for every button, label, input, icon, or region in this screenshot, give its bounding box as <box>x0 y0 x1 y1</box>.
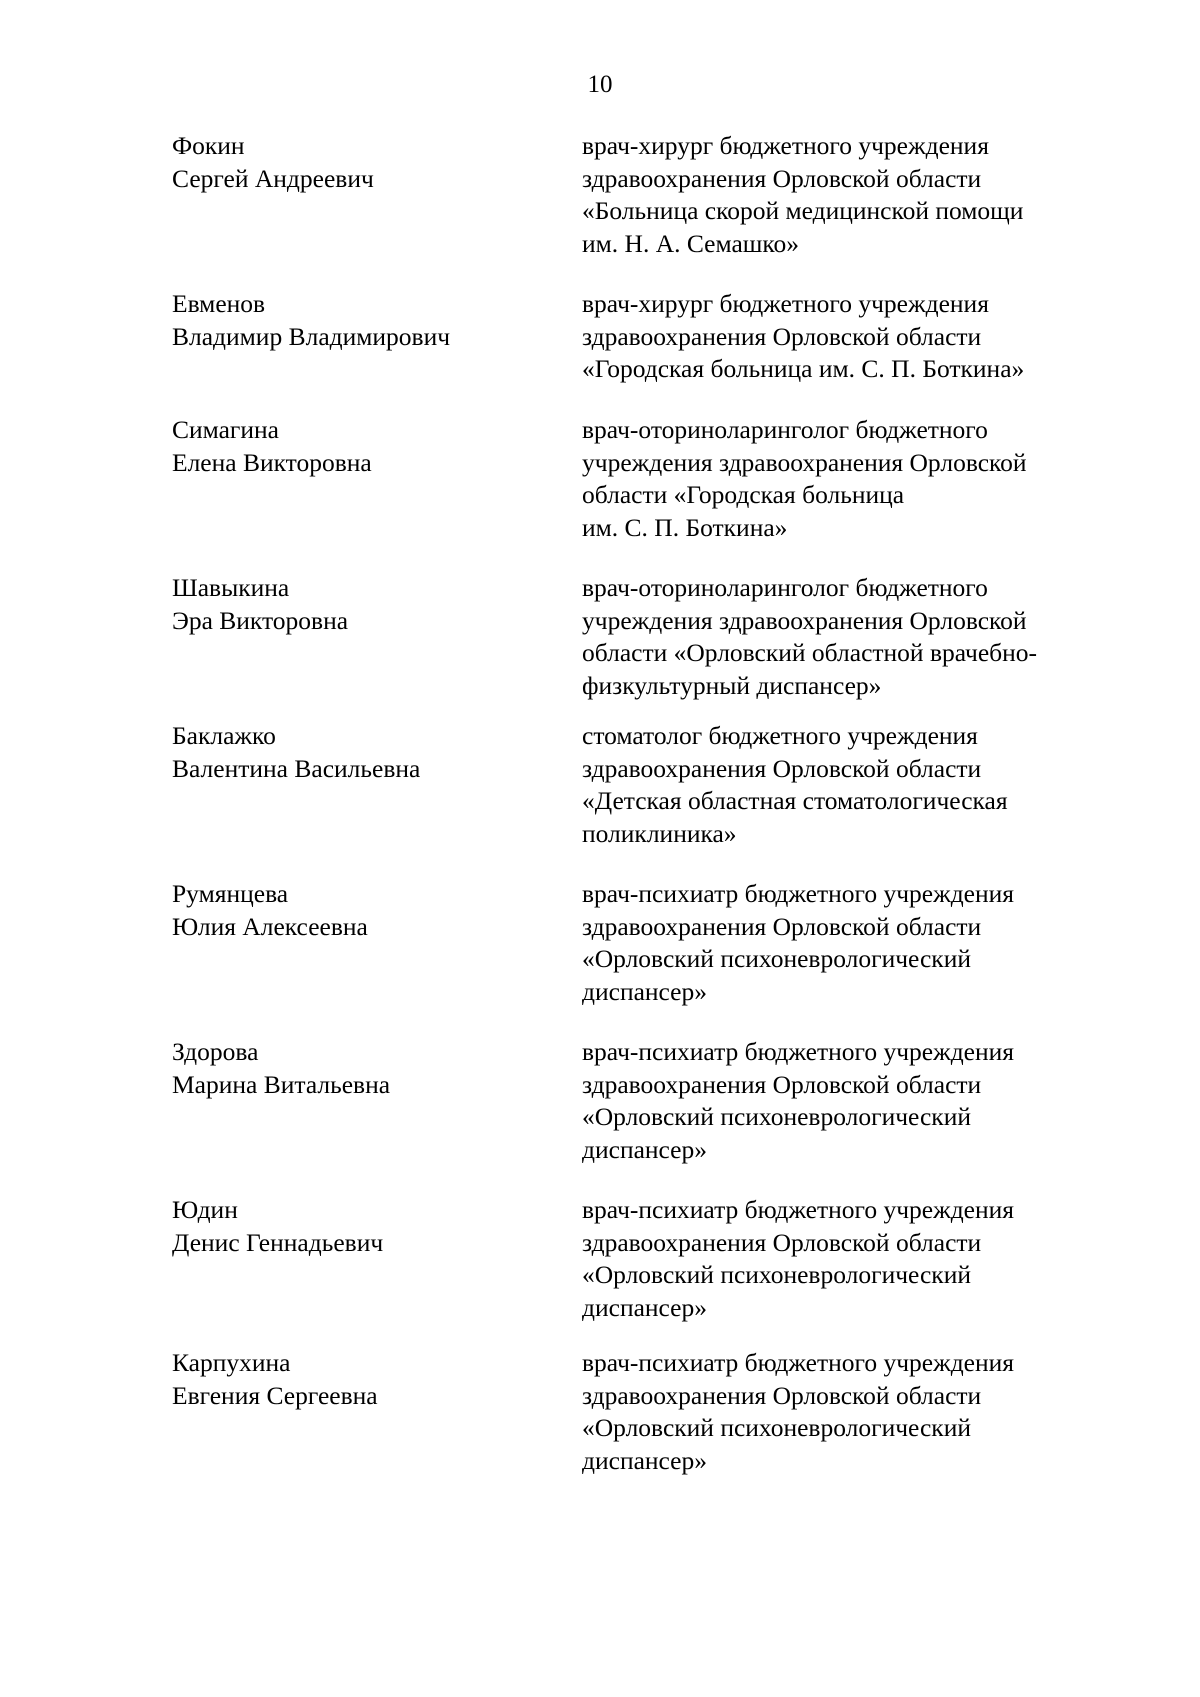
position-line: врач-хирург бюджетного учреждения <box>582 289 989 318</box>
person-name <box>172 1347 572 1412</box>
person-name <box>172 878 572 943</box>
person-position <box>582 414 1102 544</box>
position-line: «Орловский психоневрологический <box>582 1260 971 1289</box>
person-position <box>582 572 1102 702</box>
position-line: стоматолог бюджетного учреждения <box>582 721 978 750</box>
given-names: Сергей Андреевич <box>172 163 374 193</box>
surname: Юдин <box>172 1195 238 1224</box>
position-line: врач-психиатр бюджетного учреждения <box>582 879 1015 908</box>
position-line: диспансер» <box>582 1134 707 1164</box>
position-line: здравоохранения Орловской области <box>582 753 982 783</box>
position-line: учреждения здравоохранения Орловской <box>582 605 1027 635</box>
person-name <box>172 414 572 479</box>
person-name <box>172 1036 572 1101</box>
position-line: «Орловский психоневрологический <box>582 944 971 973</box>
list-item <box>0 130 1200 288</box>
list-item <box>0 288 1200 414</box>
person-position <box>582 1347 1102 1477</box>
position-line: «Больница скорой медицинской помощи <box>582 196 1024 225</box>
position-line: области «Городская больница <box>582 480 905 509</box>
position-line: диспансер» <box>582 1292 707 1322</box>
position-line: «Городская больница им. С. П. Боткина» <box>582 354 1025 383</box>
list-item <box>0 572 1200 720</box>
list-item <box>0 1347 1200 1487</box>
position-line: диспансер» <box>582 1445 707 1475</box>
position-line: здравоохранения Орловской области <box>582 163 982 193</box>
person-name <box>172 1194 572 1259</box>
person-name <box>172 130 572 195</box>
list-item <box>0 1036 1200 1194</box>
given-names: Елена Викторовна <box>172 447 372 477</box>
position-line: «Детская областная стоматологическая <box>582 786 1008 815</box>
position-line: поликлиника» <box>582 818 737 848</box>
list-item <box>0 720 1200 878</box>
surname: Шавыкина <box>172 573 290 602</box>
staff-list <box>0 130 1200 1487</box>
given-names: Эра Викторовна <box>172 605 349 635</box>
position-line: здравоохранения Орловской области <box>582 1227 982 1257</box>
position-line: здравоохранения Орловской области <box>582 1380 982 1410</box>
list-item <box>0 1194 1200 1347</box>
position-line: области «Орловский областной врачебно- <box>582 638 1038 667</box>
list-item <box>0 414 1200 572</box>
position-line: врач-психиатр бюджетного учреждения <box>582 1195 1015 1224</box>
position-line: им. Н. А. Семашко» <box>582 228 800 258</box>
given-names: Юлия Алексеевна <box>172 911 368 941</box>
person-name <box>172 720 572 785</box>
position-line: «Орловский психоневрологический <box>582 1413 971 1442</box>
given-names: Денис Геннадьевич <box>172 1227 384 1257</box>
position-line: им. С. П. Боткина» <box>582 512 788 542</box>
surname: Здорова <box>172 1037 259 1066</box>
position-line: «Орловский психоневрологический <box>582 1102 971 1131</box>
person-position <box>582 1194 1102 1324</box>
surname: Баклажко <box>172 721 276 750</box>
person-position <box>582 288 1102 386</box>
surname: Симагина <box>172 415 280 444</box>
position-line: врач-психиатр бюджетного учреждения <box>582 1348 1015 1377</box>
person-name <box>172 572 572 637</box>
position-line: учреждения здравоохранения Орловской <box>582 447 1027 477</box>
surname: Евменов <box>172 289 266 318</box>
person-position <box>582 130 1102 260</box>
page-number: 10 <box>587 71 613 98</box>
given-names: Валентина Васильевна <box>172 753 421 783</box>
position-line: врач-психиатр бюджетного учреждения <box>582 1037 1015 1066</box>
surname: Фокин <box>172 131 245 160</box>
position-line: врач-оториноларинголог бюджетного <box>582 573 988 602</box>
person-name <box>172 288 572 353</box>
position-line: врач-оториноларинголог бюджетного <box>582 415 988 444</box>
position-line: здравоохранения Орловской области <box>582 321 982 351</box>
position-line: физкультурный диспансер» <box>582 670 882 700</box>
person-position <box>582 720 1102 850</box>
surname: Карпухина <box>172 1348 291 1377</box>
position-line: врач-хирург бюджетного учреждения <box>582 131 989 160</box>
surname: Румянцева <box>172 879 289 908</box>
person-position <box>582 1036 1102 1166</box>
given-names: Владимир Владимирович <box>172 321 451 351</box>
given-names: Евгения Сергеевна <box>172 1380 378 1410</box>
position-line: диспансер» <box>582 976 707 1006</box>
list-item <box>0 878 1200 1036</box>
position-line: здравоохранения Орловской области <box>582 1069 982 1099</box>
given-names: Марина Витальевна <box>172 1069 391 1099</box>
person-position <box>582 878 1102 1008</box>
position-line: здравоохранения Орловской области <box>582 911 982 941</box>
